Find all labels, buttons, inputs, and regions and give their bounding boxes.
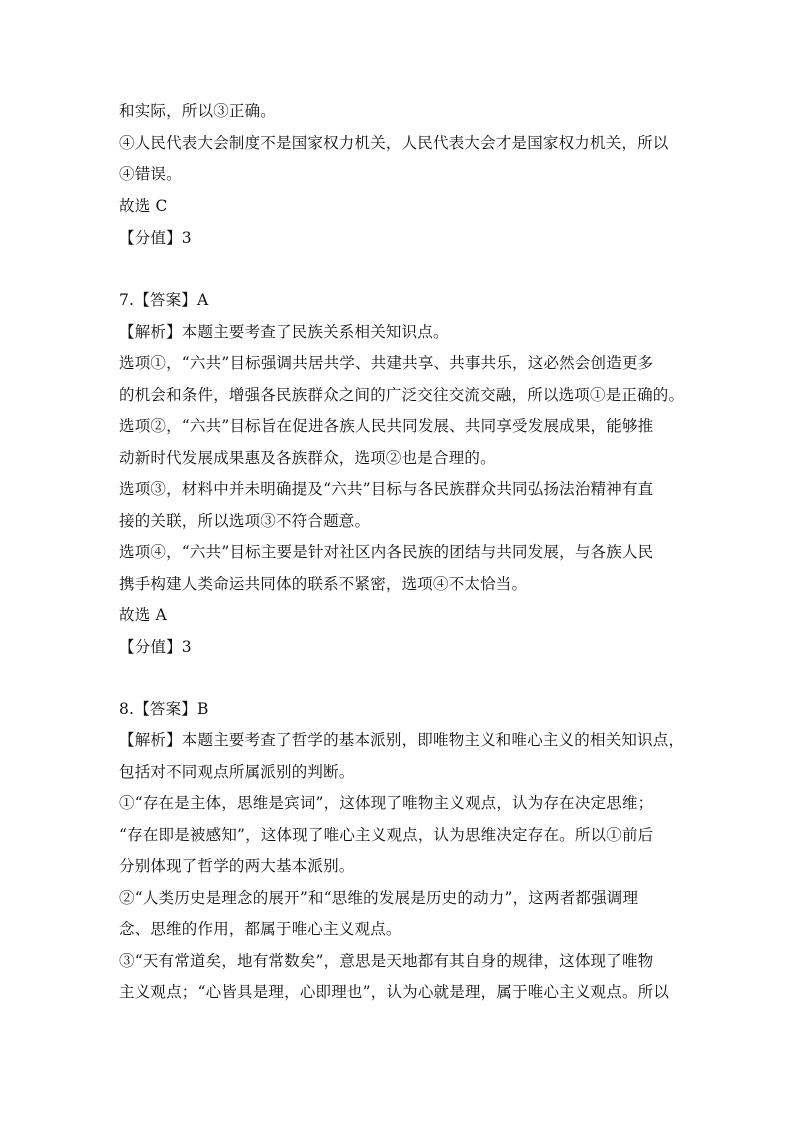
text-line: 接的关联，所以选项③不符合题意。 — [119, 512, 371, 530]
text-line: ③“天有常道矣，地有常数矣”，意思是天地都有其自身的规律，这体现了唯物 — [119, 952, 654, 970]
answer-heading: 8.【答案】B — [119, 700, 209, 718]
text-line: 主义观点；“心皆具是理，心即理也”，认为心就是理，属于唯心主义观点。所以 — [119, 983, 670, 1001]
text-line: ②“人类历史是理念的展开”和“思维的发展是历史的动力”，这两者都强调理 — [119, 889, 639, 907]
text-line: 分别体现了哲学的两大基本派别。 — [119, 857, 355, 875]
analysis-heading: 【解析】本题主要考查了民族关系相关知识点。 — [119, 323, 449, 341]
text-line: 的机会和条件，增强各民族群众之间的广泛交往交流交融，所以选项①是正确的。 — [119, 386, 685, 404]
text-line: ④错误。 — [119, 165, 182, 183]
text-line: 故选 A — [119, 606, 167, 624]
text-line: “存在即是被感知”，这体现了唯心主义观点，认为思维决定存在。所以①前后 — [119, 826, 654, 844]
text-line: 包括对不同观点所属派别的判断。 — [119, 763, 355, 781]
text-line: 选项①，“六共”目标强调共居共学、共建共享、共事共乐，这必然会创造更多 — [119, 354, 654, 372]
text-line: 选项③，材料中并未明确提及“六共”目标与各民族群众共同弘扬法治精神有直 — [119, 480, 654, 498]
text-line: ①“存在是主体，思维是宾词”，这体现了唯物主义观点，认为存在决定思维； — [119, 794, 654, 812]
answer-heading: 7.【答案】A — [119, 291, 209, 309]
analysis-heading: 【解析】本题主要考查了哲学的基本派别，即唯物主义和唯心主义的相关知识点， — [119, 731, 685, 749]
text-line: 选项②，“六共”目标旨在促进各族人民共同发展、共同享受发展成果，能够推 — [119, 417, 654, 435]
text-line: 故选 C — [119, 197, 168, 215]
text-line: 动新时代发展成果惠及各族群众，选项②也是合理的。 — [119, 449, 496, 467]
text-line: 念、思维的作用，都属于唯心主义观点。 — [119, 920, 402, 938]
text-line: ④人民代表大会制度不是国家权力机关，人民代表大会才是国家权力机关，所以 — [119, 134, 669, 152]
text-line: 和实际，所以③正确。 — [119, 102, 277, 120]
text-line: 携手构建人类命运共同体的联系不紧密，选项④不太恰当。 — [119, 575, 528, 593]
score-line: 【分值】3 — [119, 638, 192, 656]
score-line: 【分值】3 — [119, 229, 192, 247]
text-line: 选项④，“六共”目标主要是针对社区内各民族的团结与共同发展，与各族人民 — [119, 543, 654, 561]
